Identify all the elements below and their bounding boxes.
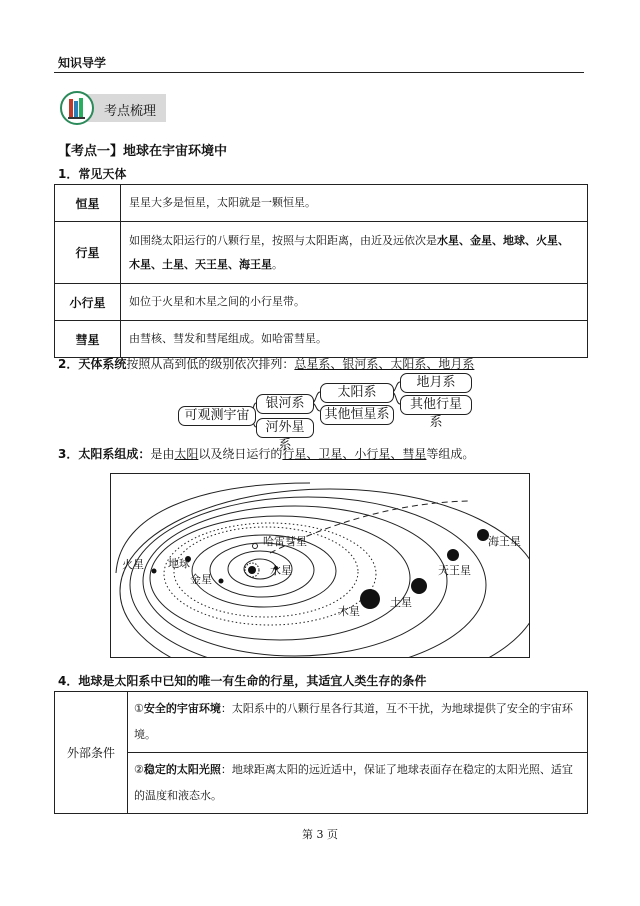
item2-text: 按照从高到低的级别依次排列： — [126, 357, 295, 371]
row-name: 小行星 — [55, 284, 121, 321]
table-row — [55, 692, 588, 753]
condition-2 — [128, 753, 588, 814]
item2-title: 2．天体系统 — [58, 357, 127, 371]
celestial-table — [54, 184, 588, 358]
row-desc-prefix: 如围绕太阳运行的八颗行星，按照与太阳距离，由近及远依次是 — [129, 233, 437, 247]
saturn-mark — [411, 578, 427, 594]
jupiter-mark — [360, 589, 380, 609]
hierarchy-other-galaxies: 河外星系 — [256, 418, 314, 438]
uranus-mark — [447, 549, 459, 561]
label-neptune: 海王星 — [488, 535, 521, 548]
banner-label: 考点梳理 — [104, 104, 157, 119]
table-row — [55, 222, 588, 284]
label-earth: 地球 — [168, 557, 190, 570]
section-title: 【考点一】地球在宇宙环境中 — [58, 144, 228, 159]
row-desc-suffix: 。 — [272, 257, 283, 271]
item2-order: 总星系、银河系、太阳系、地月系 — [294, 357, 475, 371]
item3-text-pre: 是由 — [150, 447, 175, 461]
condition-2-head: 稳定的太阳光照 — [143, 763, 221, 776]
condition-2-text: ：地球距离太阳的远近适中，保证了地球表面存在稳定的太阳光照、适宜的温度和液态水。 — [134, 763, 573, 802]
hierarchy-milky-way: 银河系 — [256, 394, 314, 414]
conditions-table — [54, 691, 588, 814]
condition-2-num: ② — [134, 763, 144, 776]
table-row — [55, 185, 588, 222]
conditions-category: 外部条件 — [55, 692, 128, 814]
table-row — [55, 284, 588, 321]
label-saturn: 土星 — [390, 596, 412, 609]
books-icon — [60, 91, 94, 125]
header-rule — [54, 72, 584, 73]
hierarchy-other-planets: 其他行星系 — [400, 395, 472, 415]
solar-system-diagram — [110, 473, 530, 658]
comet-mark — [253, 544, 258, 549]
condition-1 — [128, 692, 588, 753]
mars-mark — [152, 569, 157, 574]
planet-order: 水星、金星、地球、火星、木星、土星、天王星、海王星 — [129, 233, 569, 271]
item3-members: 行星、卫星、小行星、彗星 — [282, 447, 427, 461]
venus-mark — [219, 579, 224, 584]
label-mercury: 水星 — [270, 564, 292, 577]
label-mars: 火星 — [122, 558, 144, 571]
row-name: 行星 — [55, 222, 121, 284]
label-jupiter: 木星 — [338, 605, 360, 618]
item3-sun: 太阳 — [174, 447, 199, 461]
row-desc: 由彗核、彗发和彗尾组成。如哈雷彗星。 — [121, 321, 588, 358]
hierarchy-other-stars: 其他恒星系 — [320, 405, 394, 425]
item3-text-mid: 以及绕日运行的 — [198, 447, 283, 461]
item3-text-post: 等组成。 — [426, 447, 475, 461]
row-desc — [121, 222, 588, 284]
item3-line — [58, 445, 474, 462]
condition-1-head: 安全的宇宙环境 — [143, 702, 221, 715]
table-row — [55, 753, 588, 814]
hierarchy-root: 可观测宇宙 — [178, 406, 256, 426]
row-name: 恒星 — [55, 185, 121, 222]
row-desc: 星星大多是恒星，太阳就是一颗恒星。 — [121, 185, 588, 222]
label-uranus: 天王星 — [438, 564, 471, 577]
page-header: 知识导学 — [58, 56, 107, 70]
label-halley: 哈雷彗星 — [263, 535, 307, 548]
condition-1-num: ① — [134, 702, 144, 715]
item1-title: 1．常见天体 — [58, 167, 127, 181]
row-name: 彗星 — [55, 321, 121, 358]
row-desc: 如位于火星和木星之间的小行星带。 — [121, 284, 588, 321]
label-venus: 金星 — [190, 573, 212, 586]
condition-1-text: ：太阳系中的八颗行星各行其道，互不干扰，为地球提供了安全的宇宙环境。 — [134, 702, 573, 741]
hierarchy-solar-system: 太阳系 — [320, 383, 394, 403]
hierarchy-earth-moon: 地月系 — [400, 373, 472, 393]
table-row — [55, 321, 588, 358]
item4-title: 4．地球是太阳系中已知的唯一有生命的行星，其适宜人类生存的条件 — [58, 674, 427, 688]
item3-title: 3．太阳系组成： — [58, 447, 151, 461]
page-number: 第 3 页 — [302, 828, 338, 841]
